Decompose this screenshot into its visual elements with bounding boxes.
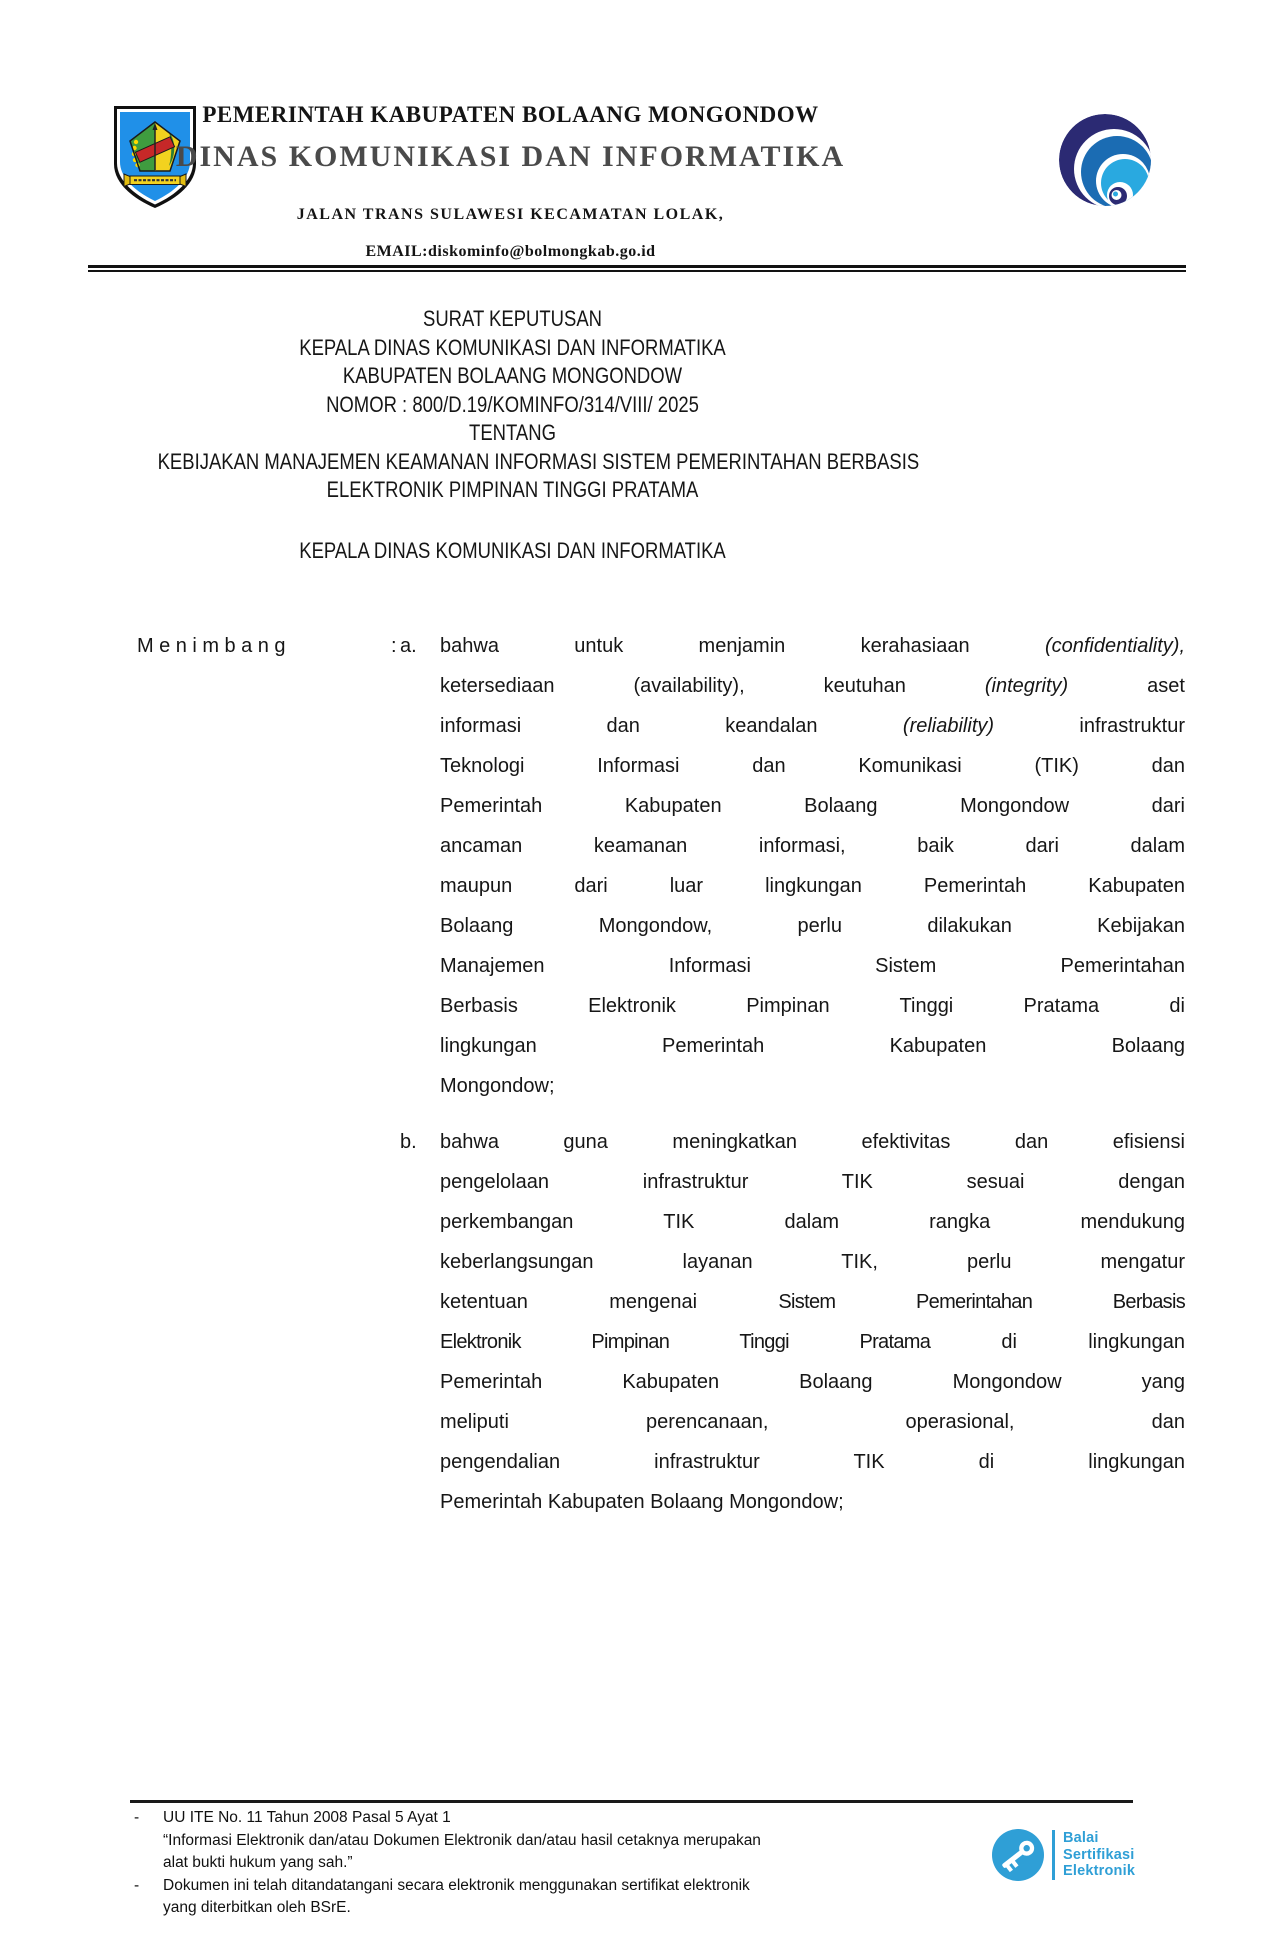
text-segment: Berbasis Elektronik Pimpinan Tinggi Pratama di — [440, 995, 1185, 1017]
text-segment: TENTANG — [469, 420, 556, 445]
decree-title-line — [158, 391, 868, 420]
decree-title-line — [157, 448, 920, 477]
paragraph-line — [440, 906, 1185, 946]
text-segment: KEBIJAKAN MANAJEMEN KEAMANAN INFORMASI SISTEM PEMERINTAHAN BERBASIS — [157, 448, 920, 474]
menimbang-section — [0, 626, 1275, 1522]
decree-subtitle: KEPALA DINAS KOMUNIKASI DAN INFORMATIKA — [299, 538, 726, 563]
text-segment: di lingkungan — [930, 1331, 1185, 1353]
text-segment: (confidentiality), — [1044, 635, 1185, 657]
bsre-label — [1063, 1830, 1135, 1880]
footnote-item — [132, 1875, 992, 1920]
text-segment: Teknologi Informasi dan Komunikasi (TIK) dan — [440, 755, 1185, 777]
item-marker-a: a. — [400, 635, 417, 657]
menimbang-label: Menimbang — [137, 635, 292, 657]
menimbang-item-a — [137, 626, 1185, 1106]
text-segment: ketersediaan (availability), keutuhan — [440, 675, 985, 697]
paragraph-line — [440, 1482, 1185, 1522]
text-segment: Mongondow; — [440, 1075, 555, 1097]
paragraph-line — [440, 1362, 1185, 1402]
paragraph-line — [440, 1322, 1185, 1362]
text-segment: maupun dari luar lingkungan Pemerintah Kabupaten — [440, 875, 1185, 897]
bsre-logo — [992, 1829, 1135, 1881]
paragraph-line — [440, 746, 1185, 786]
text-segment: ketentuan mengenai — [440, 1291, 779, 1313]
footnote-text — [163, 1875, 992, 1920]
footnote-line — [163, 1875, 992, 1898]
menimbang-item-b — [400, 1122, 1185, 1522]
text-segment: informasi dan keandalan — [440, 715, 903, 737]
decree-subtitle-wrap — [90, 537, 935, 566]
bsre-label-line: Balai — [1063, 1830, 1099, 1847]
footnote-line — [163, 1852, 992, 1875]
text-segment: KABUPATEN BOLAANG MONGONDOW — [342, 363, 683, 388]
decree-title-line — [158, 476, 868, 505]
kominfo-wave-icon — [1058, 110, 1152, 210]
text-segment: Pemerintah Kabupaten Bolaang Mongondow dari — [440, 795, 1185, 817]
footnote-line — [163, 1830, 992, 1853]
text-segment: yang diterbitkan oleh BSrE. — [163, 1899, 351, 1916]
paragraph-line — [440, 666, 1185, 706]
text-segment: SURAT KEPUTUSAN — [422, 306, 603, 331]
text-segment: bahwa guna meningkatkan efektivitas dan efisiensi — [440, 1131, 1185, 1153]
paragraph-line — [440, 1026, 1185, 1066]
paragraph-line — [440, 786, 1185, 826]
footnote-line — [163, 1807, 992, 1830]
text-segment: aset — [1068, 675, 1185, 697]
key-icon — [992, 1829, 1044, 1881]
text-segment: pengelolaan infrastruktur TIK sesuai dengan — [440, 1171, 1185, 1193]
footnote-marker: - — [134, 1809, 140, 1826]
text-segment: ELEKTRONIK PIMPINAN TINGGI PRATAMA — [326, 477, 699, 502]
decree-title — [90, 305, 935, 505]
text-segment: “Informasi Elektronik dan/atau Dokumen Elektronik dan/atau hasil cetaknya merupakan — [163, 1831, 761, 1849]
paragraph-line — [440, 1162, 1185, 1202]
paragraph-line — [440, 1122, 1185, 1162]
header-divider — [88, 265, 1186, 272]
text-segment: KEPALA DINAS KOMUNIKASI DAN INFORMATIKA — [299, 334, 726, 360]
text-segment: alat bukti hukum yang sah.” — [163, 1854, 353, 1871]
bsre-label-line: Elektronik — [1063, 1863, 1136, 1880]
paragraph-line — [440, 1402, 1185, 1442]
paragraph-line — [440, 826, 1185, 866]
decree-title-line — [158, 362, 868, 391]
footnote-rule — [130, 1800, 1133, 1803]
text-segment: Pemerintah Kabupaten Bolaang Mongondow yang — [440, 1371, 1185, 1393]
bsre-divider — [1052, 1830, 1055, 1880]
email-line: EMAIL:diskominfo@bolmongkab.go.id — [365, 243, 656, 260]
agency-name: DINAS KOMUNIKASI DAN INFORMATIKA — [175, 140, 846, 173]
decree-title-line — [158, 419, 868, 448]
footnotes — [132, 1807, 992, 1920]
text-segment: lingkungan Pemerintah Kabupaten Bolaang — [440, 1035, 1185, 1057]
footnote-line — [163, 1897, 992, 1920]
paragraph-line — [440, 866, 1185, 906]
text-segment: (reliability) — [902, 715, 995, 737]
item-text-a — [440, 626, 1185, 1106]
text-segment: infrastruktur — [994, 715, 1185, 737]
paragraph-line — [440, 1242, 1185, 1282]
government-name: PEMERINTAH KABUPATEN BOLAANG MONGONDOW — [202, 102, 819, 127]
paragraph-line — [440, 1442, 1185, 1482]
paragraph-line — [440, 986, 1185, 1026]
bsre-label-line: Sertifikasi — [1063, 1846, 1135, 1863]
decree-title-line — [158, 305, 868, 334]
text-segment: bahwa untuk menjamin kerahasiaan — [440, 635, 1045, 657]
text-segment: Sistem Pemerintahan Berbasis — [778, 1291, 1185, 1313]
text-segment: Bolaang Mongondow, perlu dilakukan Kebijakan — [440, 915, 1185, 937]
paragraph-line — [440, 1282, 1185, 1322]
kominfo-logo — [1058, 110, 1152, 210]
paragraph-line — [440, 1066, 1185, 1106]
text-segment: UU ITE No. 11 Tahun 2008 Pasal 5 Ayat 1 — [163, 1809, 451, 1826]
text-segment: pengendalian infrastruktur TIK di lingkungan — [440, 1451, 1185, 1473]
text-segment: Manajemen Informasi Sistem Pemerintahan — [440, 955, 1185, 977]
text-segment: ancaman keamanan informasi, baik dari dalam — [440, 835, 1185, 857]
text-segment: perkembangan TIK dalam rangka mendukung — [440, 1211, 1185, 1233]
footnote-item — [132, 1807, 992, 1875]
footnote-text — [163, 1807, 992, 1875]
text-segment: meliputi perencanaan, operasional, dan — [440, 1411, 1185, 1433]
text-segment: NOMOR : 800/D.19/KOMINFO/314/VIII/ 2025 — [326, 391, 699, 417]
text-segment: Dokumen ini telah ditandatangani secara elektronik menggunakan sertifikat elektronik — [163, 1876, 750, 1894]
item-text-b — [440, 1122, 1185, 1522]
decree-title-line — [158, 334, 868, 363]
paragraph-line — [440, 706, 1185, 746]
text-segment: keberlangsungan layanan TIK, perlu mengatur — [440, 1251, 1185, 1273]
paragraph-line — [440, 626, 1185, 666]
footnote-marker: - — [134, 1876, 140, 1894]
paragraph-line — [440, 1202, 1185, 1242]
paragraph-line — [440, 946, 1185, 986]
text-segment: Elektronik Pimpinan Tinggi Pratama — [440, 1331, 931, 1353]
item-marker-b: b. — [400, 1131, 417, 1153]
menimbang-colon: : — [391, 635, 397, 657]
text-segment: (integrity) — [984, 675, 1069, 697]
address-line: JALAN TRANS SULAWESI KECAMATAN LOLAK, — [296, 206, 725, 223]
text-segment: Pemerintah Kabupaten Bolaang Mongondow; — [440, 1491, 844, 1513]
